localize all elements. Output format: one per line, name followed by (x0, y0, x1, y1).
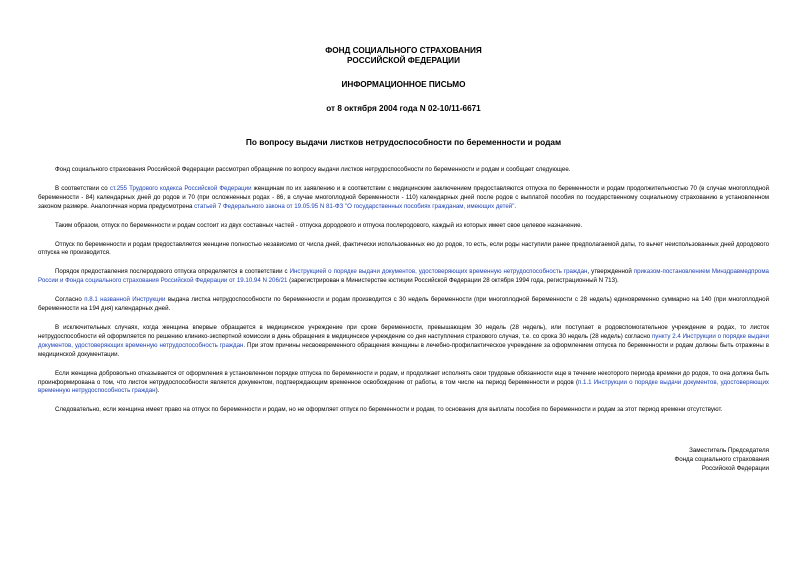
signature-line2: Фонда социального страхования (674, 456, 769, 464)
paragraph-1: Фонд социального страхования Российской Федерации рассмотрел обращение по вопросу выдачи листков нетрудоспособности по беременности и родам и сообщает следующее. (55, 166, 571, 173)
paragraph-2-text-a: В соответствии со (55, 184, 110, 192)
org-name-line2: РОССИЙСКОЙ ФЕДЕРАЦИИ (347, 56, 460, 65)
paragraph-6 (38, 296, 769, 314)
org-name-line1: ФОНД СОЦИАЛЬНОГО СТРАХОВАНИЯ (325, 46, 482, 55)
document-type: ИНФОРМАЦИОННОЕ ПИСЬМО (341, 80, 466, 89)
order-decree-link[interactable]: приказом-постановлением Минздравмедпрома России и Фонда социального страхования Российской Федерации от 19.10.94 N 206/21 (38, 268, 769, 285)
paragraph-7-text-b: . При этом причины несвоевременного обращения женщины в лечебно-профилактическое учреждение за оформлением отпуска по беременности и родам должны быть отражены в медицинской документации. (38, 341, 769, 358)
paragraph-6-text-a: Согласно (55, 296, 85, 304)
signature-block (38, 446, 769, 473)
document-date-number: от 8 октября 2004 года N 02-10/11-6671 (326, 104, 481, 113)
paragraph-5-text-c: (зарегистрирован в Министерстве юстиции Российской Федерации 28 октября 1994 года, регистрационный N 713). (287, 277, 619, 285)
document-body (38, 166, 769, 415)
paragraph-5 (38, 268, 769, 286)
paragraph-2-text-b: женщинам по их заявлению и в соответствии с медицинским заключением предоставляются отпуска по беременности и родам продолжительностью 70 (в случае многоплодной беременности - 84) календарных дней до родов и 70 (при осложненных родах - 86, в случае многоплодной беременности - 110) календарных дней после родов с выплатой пособия по государственному социальному страхованию в установленном законом размере. Аналогичная норма предусмотрена (38, 184, 769, 210)
paragraph-4: Отпуск по беременности и родам предоставляется женщине полностью независимо от числа дней, фактически использованных ею до родов, то есть, если роды наступили ранее предполагаемой даты, то вычет неиспользованных дней дородового отпуска не производится. (38, 240, 769, 257)
paragraph-6-text-b: выдача листка нетрудоспособности по беременности и родам производится с 30 недель беременности (при многоплодной беременности с 28 недель) единовременно суммарно на 140 (при многоплодной беременности на 194 дня) календарных дней. (38, 296, 770, 313)
paragraph-9: Следовательно, если женщина имеет право на отпуск по беременности и родам, но не оформляет отпуск по беременности и родам, то основания для выплаты пособия по беременности и родам за этот период времени отсутствуют. (55, 406, 723, 414)
instruction-link[interactable]: Инструкцией о порядке выдачи документов, удостоверяющих временную нетрудоспособность граждан (289, 268, 588, 276)
document-topic: По вопросу выдачи листков нетрудоспособности по беременности и родам (245, 137, 562, 147)
signature-line3: Российской Федерации (701, 465, 769, 473)
federal-law-article-link[interactable]: статьей 7 Федерального закона от 19.05.95 N 81-ФЗ "О государственных пособиях гражданам, имеющих детей" (194, 202, 515, 210)
paragraph-3: Таким образом, отпуск по беременности и родам состоит из двух составных частей - отпуска дородового и отпуска послеродового, каждый из которых имеет свое целевое назначение. (55, 221, 583, 229)
instruction-clause-1-1-link[interactable]: п.1.1 Инструкции о порядке выдачи документов, удостоверяющих временную нетрудоспособность граждан (38, 378, 769, 395)
instruction-clause-2-4-link[interactable]: пункту 2.4 Инструкции о порядке выдачи документов, удостоверяющих временную нетрудоспособность граждан (38, 332, 769, 349)
paragraph-8-text-b: ). (155, 387, 160, 395)
paragraph-8 (38, 370, 769, 397)
paragraph-2 (38, 185, 769, 212)
instruction-clause-8-1-link[interactable]: п.8.1 названной Инструкции (84, 296, 166, 304)
paragraph-8-text-a: Если женщина добровольно отказывается от оформления в установленном порядке отпуска по беременности и родам, и продолжает исполнять свои трудовые обязанности еще в течение некоторого периода времени до родов, то она должна быть проинформирована о том, что листок нетрудоспособности является документом, подтверждающим временное освобождение от работы, в том числе на период беременности и родов ( (38, 369, 769, 386)
paragraph-7 (38, 324, 769, 360)
labor-code-article-link[interactable]: ст.255 Трудового кодекса Российской Федерации (109, 184, 252, 192)
paragraph-5-text-a: Порядок предоставления послеродового отпуска определяется в соответствии с (55, 268, 290, 276)
org-name (38, 0, 769, 66)
paragraph-5-text-b: , утвержденной (587, 268, 634, 276)
signature-line1: Заместитель Председателя (689, 447, 769, 455)
paragraph-2-text-c: . (514, 202, 517, 210)
paragraph-7-text-a: В исключительных случаях, когда женщина впервые обращается в медицинское учреждение при сроке беременности, превышающем 30 недель (28 недель), или поступает в родовспомогательное учреждение в родах, то листок нетрудоспособности ей оформляется по решению клинико-экспертной комиссии в день обращения в медицинское учреждение со дня наступления страхового случая, т.е. со срока 30 недель (28 недель) согласно (38, 323, 769, 340)
